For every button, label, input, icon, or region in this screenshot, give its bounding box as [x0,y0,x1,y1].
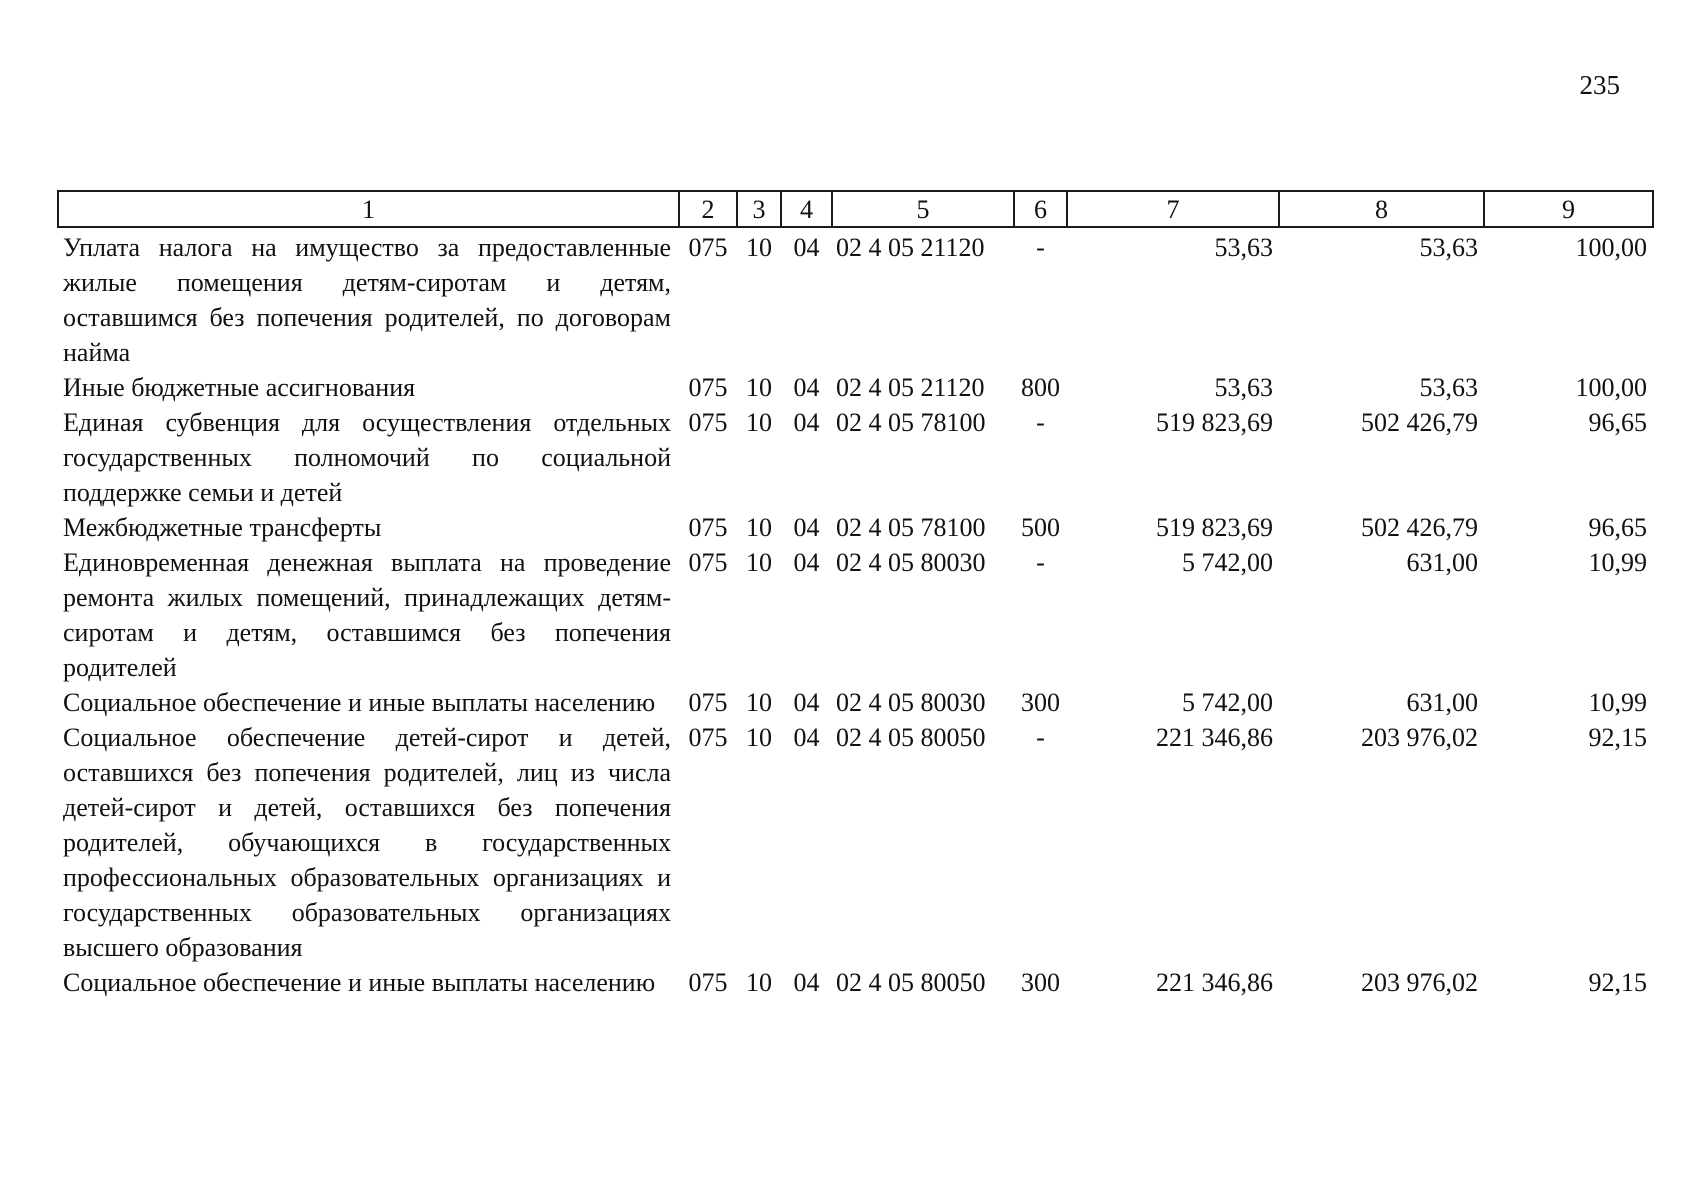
section-code: 10 [746,548,772,577]
table-row [58,545,1653,685]
table-row [58,965,1653,1000]
admin-code: 075 [688,513,728,542]
expense-type-code: 500 [1021,513,1060,542]
plan-amount: 53,63 [1214,233,1273,262]
plan-amount: 519 823,69 [1156,513,1273,542]
executed-amount: 631,00 [1406,548,1478,577]
subsection-code: 04 [793,688,820,717]
executed-amount: 203 976,02 [1361,723,1478,752]
plan-amount: 519 823,69 [1156,408,1273,437]
executed-amount: 502 426,79 [1361,513,1478,542]
plan-amount: 221 346,86 [1156,723,1273,752]
table-row [58,510,1653,545]
header-col-9: 9 [1484,191,1653,227]
subsection-code: 04 [793,548,820,577]
table-row [58,685,1653,720]
row-name: Межбюджетные трансферты [63,513,382,542]
execution-percent: 92,15 [1588,723,1647,752]
section-code: 10 [746,373,772,402]
row-name: Социальное обеспечение и иные выплаты населению [63,968,656,997]
header-col-2: 2 [679,191,737,227]
header-col-3: 3 [737,191,781,227]
row-name: Иные бюджетные ассигнования [63,373,416,402]
target-code: 02 4 05 80050 [836,968,986,997]
execution-percent: 10,99 [1588,688,1647,717]
plan-amount: 221 346,86 [1156,968,1273,997]
expense-type-code: 800 [1021,373,1060,402]
execution-percent: 100,00 [1575,373,1647,402]
row-name: Социальное обеспечение детей-сирот и детей, оставшихся без попечения родителей, лиц из числа детей-сирот и детей, оставшихся без попечения родителей, обучающихся в государственных профессиональных образовательных организациях и государственных образовательных организациях высшего образования [63,723,671,962]
execution-percent: 96,65 [1588,513,1647,542]
expense-type-code: - [1036,548,1045,577]
header-col-6: 6 [1014,191,1067,227]
admin-code: 075 [688,373,728,402]
header-col-1: 1 [58,191,679,227]
table-row [58,405,1653,510]
target-code: 02 4 05 78100 [836,513,986,542]
subsection-code: 04 [793,373,820,402]
section-code: 10 [746,723,772,752]
plan-amount: 5 742,00 [1182,688,1273,717]
section-code: 10 [746,233,772,262]
expense-type-code: - [1036,233,1045,262]
budget-table [57,190,1654,1000]
header-col-7: 7 [1067,191,1279,227]
execution-percent: 92,15 [1588,968,1647,997]
table-row [58,227,1653,370]
plan-amount: 5 742,00 [1182,548,1273,577]
expense-type-code: 300 [1021,688,1060,717]
section-code: 10 [746,408,772,437]
executed-amount: 203 976,02 [1361,968,1478,997]
execution-percent: 96,65 [1588,408,1647,437]
header-col-4: 4 [781,191,832,227]
target-code: 02 4 05 78100 [836,408,986,437]
row-name: Социальное обеспечение и иные выплаты населению [63,688,656,717]
plan-amount: 53,63 [1214,373,1273,402]
table-row [58,370,1653,405]
target-code: 02 4 05 21120 [836,373,985,402]
expense-type-code: - [1036,408,1045,437]
header-col-5: 5 [832,191,1014,227]
subsection-code: 04 [793,513,820,542]
row-name: Единовременная денежная выплата на проведение ремонта жилых помещений, принадлежащих детям-сиротам и детям, оставшимся без попечения родителей [63,548,671,682]
subsection-code: 04 [793,408,820,437]
subsection-code: 04 [793,968,820,997]
expense-type-code: 300 [1021,968,1060,997]
admin-code: 075 [688,233,728,262]
executed-amount: 631,00 [1406,688,1478,717]
subsection-code: 04 [793,233,820,262]
section-code: 10 [746,968,772,997]
admin-code: 075 [688,688,728,717]
budget-table-container [57,190,1652,1000]
execution-percent: 10,99 [1588,548,1647,577]
executed-amount: 502 426,79 [1361,408,1478,437]
section-code: 10 [746,513,772,542]
row-name: Уплата налога на имущество за предоставленные жилые помещения детям-сиротам и детям, оставшимся без попечения родителей, по договорам найма [63,233,671,367]
page-number: 235 [1579,70,1620,100]
admin-code: 075 [688,408,728,437]
expense-type-code: - [1036,723,1045,752]
target-code: 02 4 05 80050 [836,723,986,752]
subsection-code: 04 [793,723,820,752]
header-row [58,191,1653,227]
target-code: 02 4 05 80030 [836,688,986,717]
row-name: Единая субвенция для осуществления отдельных государственных полномочий по социальной поддержке семьи и детей [63,408,671,507]
target-code: 02 4 05 80030 [836,548,986,577]
section-code: 10 [746,688,772,717]
admin-code: 075 [688,723,728,752]
executed-amount: 53,63 [1419,373,1478,402]
execution-percent: 100,00 [1575,233,1647,262]
admin-code: 075 [688,548,728,577]
executed-amount: 53,63 [1419,233,1478,262]
header-col-8: 8 [1279,191,1484,227]
table-row [58,720,1653,965]
admin-code: 075 [688,968,728,997]
target-code: 02 4 05 21120 [836,233,985,262]
